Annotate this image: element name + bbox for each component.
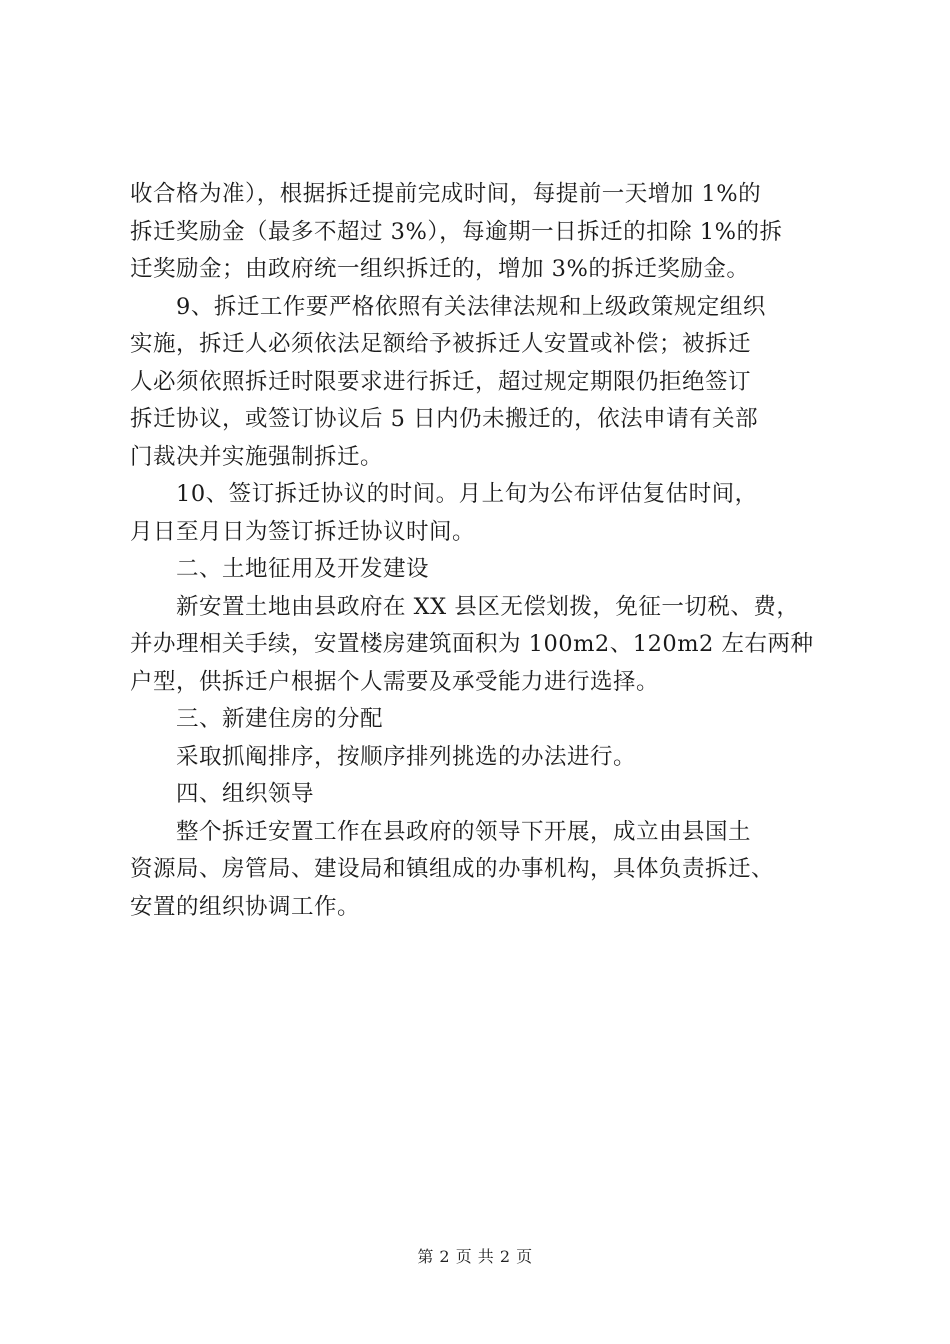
paragraph-leadership-start: 整个拆迁安置工作在县政府的领导下开展，成立由县国土: [176, 818, 752, 845]
body-line: 门裁决并实施强制拆迁。: [130, 443, 384, 470]
body-line: 并办理相关手续，安置楼房建筑面积为 100m2、120m2 左右两种: [130, 631, 814, 657]
paragraph-item-9-start: 9、拆迁工作要严格依照有关法律法规和上级政策规定组织: [176, 293, 766, 320]
body-line: 月日至月日为签订拆迁协议时间。: [130, 518, 476, 545]
body-line: 迁奖励金；由政府统一组织拆迁的，增加 3%的拆迁奖励金。: [130, 256, 750, 282]
section-heading-land: 二、土地征用及开发建设: [176, 556, 430, 582]
body-line: 资源局、房管局、建设局和镇组成的办事机构，具体负责拆迁、: [130, 856, 775, 882]
body-line: 户型，供拆迁户根据个人需要及承受能力进行选择。: [130, 668, 660, 695]
paragraph-land-start: 新安置土地由县政府在 XX 县区无偿划拨，免征一切税、费，: [176, 593, 800, 620]
body-line: 拆迁协议，或签订协议后 5 日内仍未搬迁的，依法申请有关部: [130, 406, 759, 432]
body-line: 收合格为准），根据拆迁提前完成时间，每提前一天增加 1%的: [130, 181, 762, 207]
body-line: 实施，拆迁人必须依法足额给予被拆迁人安置或补偿；被拆迁: [130, 331, 752, 357]
section-heading-housing: 三、新建住房的分配: [176, 706, 384, 732]
body-line: 安置的组织协调工作。: [130, 893, 361, 920]
paragraph-item-10-start: 10、签订拆迁协议的时间。月上旬为公布评估复估时间，: [176, 481, 758, 507]
paragraph-housing: 采取抓阄排序，按顺序排列挑选的办法进行。: [176, 743, 637, 770]
section-heading-leadership: 四、组织领导: [176, 781, 315, 807]
document-body: [130, 176, 830, 926]
page-footer: 第 2 页 共 2 页: [417, 1247, 533, 1266]
body-line: 拆迁奖励金（最多不超过 3%），每逾期一日拆迁的扣除 1%的拆: [130, 218, 783, 245]
body-line: 人必须依照拆迁时限要求进行拆迁，超过规定期限仍拒绝签订: [130, 368, 752, 395]
